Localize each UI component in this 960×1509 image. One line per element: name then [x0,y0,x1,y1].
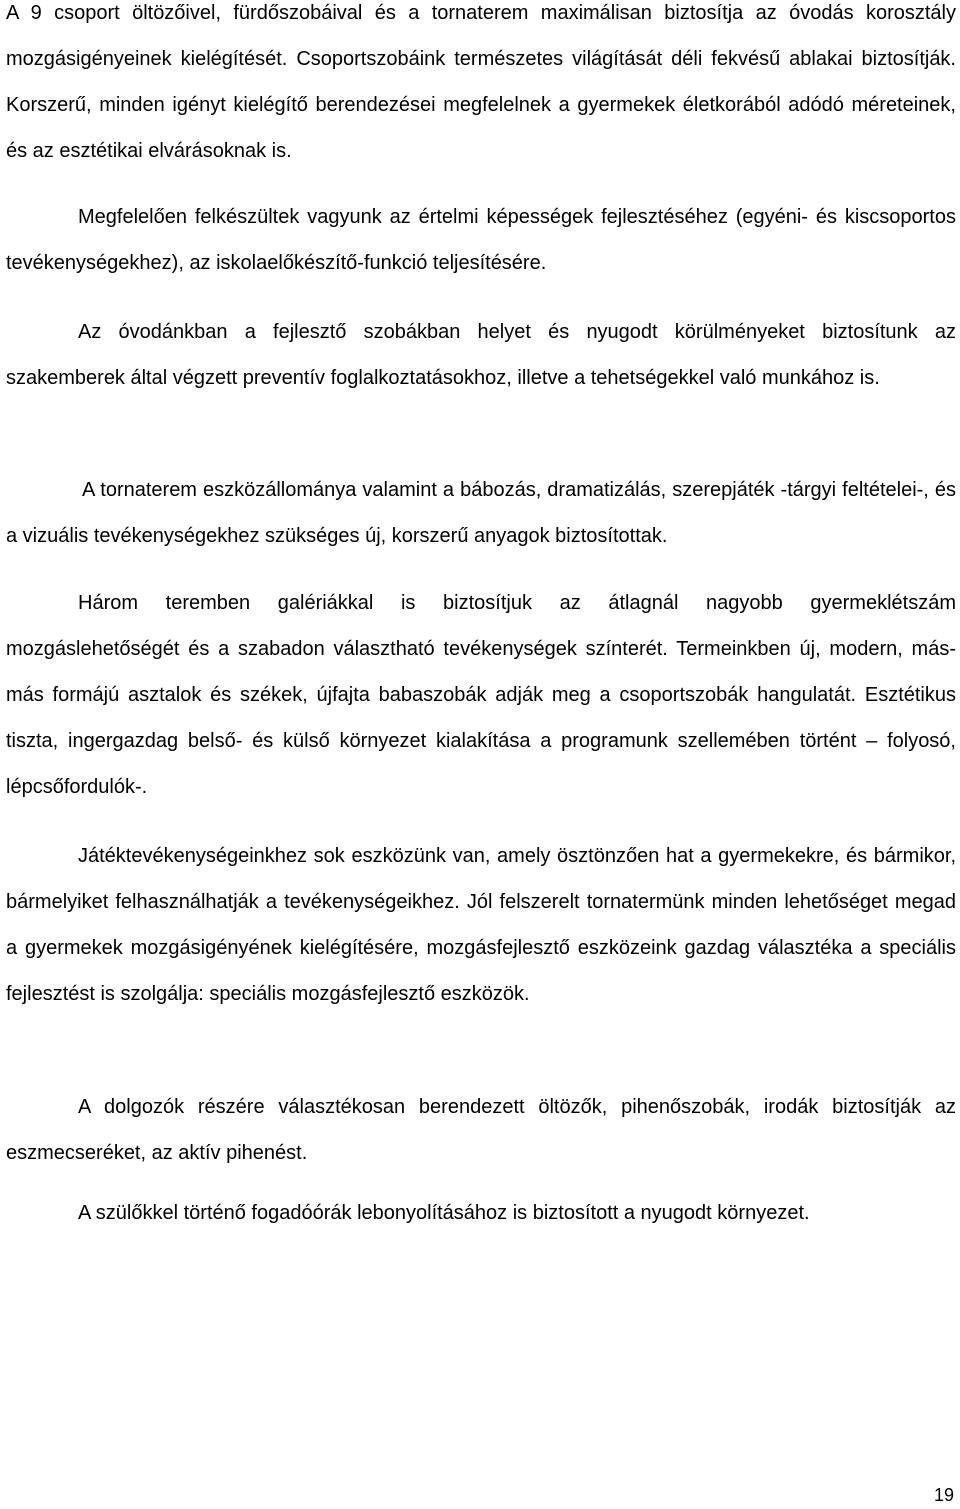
paragraph-7: A dolgozók részére választékosan berendezett öltözők, pihenőszobák, irodák biztosítják az eszmecseréket, az aktív pihenést. [6,1096,956,1164]
paragraph-4: A tornaterem eszközállománya valamint a bábozás, dramatizálás, szerepjáték -tárgyi feltételei-, és a vizuális tevékenységekhez szükséges új, korszerű anyagok biztosítottak. [6,479,956,547]
paragraph-6: Játéktevékenységeinkhez sok eszközünk van, amely ösztönzően hat a gyermekekre, és bármikor, bármelyiket felhasználhatják a tevékenységeikhez. Jól felszerelt tornatermünk minden lehetőséget megad a gyermekek mozgásigényének kielégítésére, mozgásfejlesztő eszközeink gazdag választéka a speciális fejlesztést is szolgálja: speciális mozgásfejlesztő eszközök. [6,845,956,1005]
paragraph-2: Megfelelően felkészültek vagyunk az értelmi képességek fejlesztéséhez (egyéni- és kiscsoportos tevékenységekhez), az iskolaelőkészítő-funkció teljesítésére. [6,206,956,274]
page-number: 19 [933,1485,954,1505]
paragraph-5: Három teremben galériákkal is biztosítjuk az átlagnál nagyobb gyermeklétszám mozgáslehetőségét és a szabadon választható tevékenységek színterét. Termeinkben új, modern, más-más formájú asztalok és székek, újfajta babaszobák adják meg a csoportszobák hangulatát. Esztétikus tiszta, ingergazdag belső- és külső környezet kialakítása a programunk szellemében történt – folyosó, lépcsőfordulók-. [6,592,956,798]
paragraph-3: Az óvodánkban a fejlesztő szobákban helyet és nyugodt körülményeket biztosítunk az szakemberek által végzett preventív foglalkoztatásokhoz, illetve a tehetségekkel való munkához is. [6,321,956,389]
paragraph-8: A szülőkkel történő fogadóórák lebonyolításához is biztosított a nyugodt környezet. [78,1202,810,1224]
paragraph-1: A 9 csoport öltözőivel, fürdőszobáival és a tornaterem maximálisan biztosítja az óvodás korosztály mozgásigényeinek kielégítését. Csoportszobáink természetes világítását déli fekvésű ablakai biztosítják. Korszerű, minden igényt kielégítő berendezései megfelelnek a gyermekek életkorából adódó méreteinek, és az esztétikai elvárásoknak is. [6,2,956,162]
